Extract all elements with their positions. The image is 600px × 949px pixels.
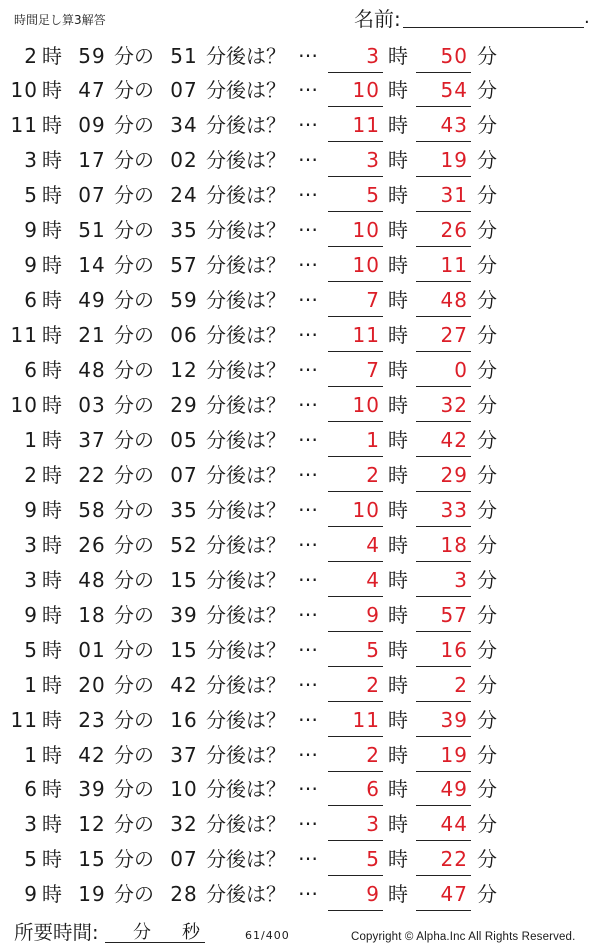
hour-label: 時	[42, 812, 62, 837]
start-hour: 6	[24, 288, 38, 313]
start-hour: 1	[24, 742, 38, 767]
start-minute: 42	[78, 742, 106, 767]
minutes-after-label: 分後は？	[206, 393, 286, 417]
ellipsis: …	[298, 526, 318, 551]
hour-label: 時	[42, 742, 62, 767]
answer-hour: 5	[328, 178, 383, 213]
ellipsis: …	[298, 142, 318, 167]
minutes-after-label: 分後は？	[206, 78, 286, 103]
answer-hour: 9	[328, 877, 383, 912]
added-minutes: 07	[170, 462, 198, 487]
answer-minute-unit: 分	[477, 43, 497, 68]
answer-minute-unit: 分	[477, 427, 497, 452]
answer-minute-unit: 分	[477, 253, 497, 278]
answer-minute: 57	[416, 598, 471, 633]
minute-of-label: 分の	[114, 253, 154, 278]
minutes-after-label: 分後は？	[206, 532, 286, 557]
start-hour: 11	[10, 113, 38, 138]
start-hour: 5	[24, 183, 38, 208]
start-hour: 3	[24, 567, 38, 592]
added-minutes: 59	[170, 288, 198, 313]
start-minute: 26	[78, 532, 106, 557]
answer-hour: 10	[328, 213, 383, 248]
minute-of-label: 分の	[114, 148, 154, 173]
minute-of-label: 分の	[114, 183, 154, 208]
minute-of-label: 分の	[114, 113, 154, 138]
answer-hour: 10	[328, 493, 383, 528]
answer-minute: 49	[416, 772, 471, 807]
answer-minute-unit: 分	[477, 462, 497, 487]
name-end-mark: .	[584, 7, 590, 28]
answer-hour: 2	[328, 668, 383, 703]
ellipsis: …	[298, 107, 318, 132]
answer-hour: 3	[328, 807, 383, 842]
answer-minute: 0	[416, 353, 471, 388]
start-hour: 9	[24, 253, 38, 278]
minute-of-label: 分の	[114, 672, 154, 697]
added-minutes: 28	[170, 882, 198, 907]
ellipsis: …	[298, 736, 318, 761]
start-minute: 58	[78, 497, 106, 522]
added-minutes: 15	[170, 637, 198, 662]
minute-of-label: 分の	[114, 812, 154, 837]
answer-hour: 5	[328, 633, 383, 668]
minutes-after-label: 分後は？	[206, 183, 286, 208]
start-minute: 21	[78, 323, 106, 348]
answer-minute: 22	[416, 842, 471, 877]
hour-label: 時	[42, 43, 62, 68]
added-minutes: 10	[170, 777, 198, 802]
answer-hour-unit: 時	[388, 427, 408, 452]
minute-of-label: 分の	[114, 707, 154, 732]
ellipsis: …	[298, 631, 318, 656]
start-hour: 3	[24, 532, 38, 557]
ellipsis: …	[298, 491, 318, 516]
answer-minute: 2	[416, 668, 471, 703]
hour-label: 時	[42, 882, 62, 907]
hour-label: 時	[42, 672, 62, 697]
start-minute: 37	[78, 427, 106, 452]
answer-minute: 31	[416, 178, 471, 213]
answer-minute-unit: 分	[477, 113, 497, 138]
added-minutes: 05	[170, 427, 198, 452]
start-minute: 03	[78, 393, 106, 417]
answer-hour: 10	[328, 248, 383, 283]
answer-hour: 5	[328, 842, 383, 877]
minutes-after-label: 分後は？	[206, 637, 286, 662]
answer-hour-unit: 時	[388, 637, 408, 662]
answer-hour: 10	[328, 388, 383, 423]
start-hour: 2	[24, 43, 38, 68]
answer-hour: 2	[328, 458, 383, 493]
added-minutes: 37	[170, 742, 198, 767]
answer-minute: 16	[416, 633, 471, 668]
answer-minute-unit: 分	[477, 288, 497, 313]
added-minutes: 16	[170, 707, 198, 732]
answer-minute: 3	[416, 563, 471, 598]
answer-hour: 4	[328, 528, 383, 563]
hour-label: 時	[42, 847, 62, 872]
start-minute: 48	[78, 567, 106, 592]
start-minute: 14	[78, 253, 106, 278]
ellipsis: …	[298, 701, 318, 726]
answer-minute: 44	[416, 807, 471, 842]
answer-hour-unit: 時	[388, 532, 408, 557]
answer-hour: 2	[328, 738, 383, 773]
answer-hour: 11	[328, 318, 383, 353]
answer-minute-unit: 分	[477, 218, 497, 243]
problem-row	[0, 877, 600, 912]
minutes-after-label: 分後は？	[206, 672, 286, 697]
hour-label: 時	[42, 218, 62, 243]
minutes-after-label: 分後は？	[206, 462, 286, 487]
minutes-after-label: 分後は？	[206, 742, 286, 767]
hour-label: 時	[42, 323, 62, 348]
answer-minute-unit: 分	[477, 742, 497, 767]
answer-hour-unit: 時	[388, 323, 408, 348]
answer-minute: 47	[416, 877, 471, 912]
minute-of-label: 分の	[114, 742, 154, 767]
start-hour: 10	[10, 78, 38, 103]
answer-hour: 11	[328, 108, 383, 143]
minutes-after-label: 分後は？	[206, 218, 286, 243]
answer-hour: 11	[328, 703, 383, 738]
start-minute: 49	[78, 288, 106, 313]
answer-hour-unit: 時	[388, 462, 408, 487]
hour-label: 時	[42, 183, 62, 208]
ellipsis: …	[298, 282, 318, 307]
answer-minute-unit: 分	[477, 777, 497, 802]
time-required-label: 所要時間:	[14, 921, 99, 944]
answer-hour-unit: 時	[388, 393, 408, 417]
minute-of-label: 分の	[114, 78, 154, 103]
minutes-after-label: 分後は？	[206, 777, 286, 802]
answer-minute-unit: 分	[477, 567, 497, 592]
start-minute: 09	[78, 113, 106, 138]
hour-label: 時	[42, 358, 62, 383]
minutes-after-label: 分後は？	[206, 427, 286, 452]
answer-minute-unit: 分	[477, 707, 497, 732]
added-minutes: 35	[170, 218, 198, 243]
minute-of-label: 分の	[114, 567, 154, 592]
answer-minute: 48	[416, 283, 471, 318]
answer-minute: 54	[416, 73, 471, 108]
minute-of-label: 分の	[114, 288, 154, 313]
minutes-after-label: 分後は？	[206, 847, 286, 872]
ellipsis: …	[298, 37, 318, 62]
minute-of-label: 分の	[114, 323, 154, 348]
added-minutes: 34	[170, 113, 198, 138]
answer-hour-unit: 時	[388, 707, 408, 732]
minutes-after-label: 分後は？	[206, 113, 286, 138]
answer-hour-unit: 時	[388, 218, 408, 243]
answer-minute-unit: 分	[477, 358, 497, 383]
answer-hour-unit: 時	[388, 253, 408, 278]
hour-label: 時	[42, 462, 62, 487]
minute-of-label: 分の	[114, 497, 154, 522]
answer-hour: 3	[328, 143, 383, 178]
added-minutes: 39	[170, 602, 198, 627]
ellipsis: …	[298, 352, 318, 377]
start-hour: 2	[24, 462, 38, 487]
answer-hour-unit: 時	[388, 672, 408, 697]
minute-of-label: 分の	[114, 847, 154, 872]
answer-hour-unit: 時	[388, 183, 408, 208]
ellipsis: …	[298, 771, 318, 796]
start-minute: 15	[78, 847, 106, 872]
answer-hour: 7	[328, 283, 383, 318]
ellipsis: …	[298, 666, 318, 691]
answer-minute-unit: 分	[477, 78, 497, 103]
hour-label: 時	[42, 497, 62, 522]
answer-hour-unit: 時	[388, 567, 408, 592]
hour-label: 時	[42, 602, 62, 627]
answer-minute: 19	[416, 143, 471, 178]
answer-hour-unit: 時	[388, 358, 408, 383]
answer-minute-unit: 分	[477, 148, 497, 173]
answer-minute-unit: 分	[477, 812, 497, 837]
ellipsis: …	[298, 841, 318, 866]
ellipsis: …	[298, 177, 318, 202]
start-hour: 10	[10, 393, 38, 417]
hour-label: 時	[42, 427, 62, 452]
answer-minute-unit: 分	[477, 637, 497, 662]
worksheet-title: 時間足し算3解答	[14, 13, 106, 27]
start-hour: 3	[24, 148, 38, 173]
answer-hour-unit: 時	[388, 288, 408, 313]
answer-minute-unit: 分	[477, 847, 497, 872]
minute-of-label: 分の	[114, 532, 154, 557]
hour-label: 時	[42, 707, 62, 732]
answer-hour-unit: 時	[388, 148, 408, 173]
hour-label: 時	[42, 637, 62, 662]
minutes-after-label: 分後は？	[206, 812, 286, 837]
minutes-after-label: 分後は？	[206, 323, 286, 348]
minutes-after-label: 分後は？	[206, 567, 286, 592]
answer-minute: 29	[416, 458, 471, 493]
added-minutes: 02	[170, 148, 198, 173]
start-hour: 9	[24, 218, 38, 243]
answer-hour-unit: 時	[388, 43, 408, 68]
added-minutes: 15	[170, 567, 198, 592]
added-minutes: 35	[170, 497, 198, 522]
start-hour: 5	[24, 847, 38, 872]
start-hour: 9	[24, 497, 38, 522]
minutes-after-label: 分後は？	[206, 148, 286, 173]
answer-hour-unit: 時	[388, 742, 408, 767]
answer-minute-unit: 分	[477, 323, 497, 348]
minutes-after-label: 分後は？	[206, 288, 286, 313]
ellipsis: …	[298, 387, 318, 411]
added-minutes: 52	[170, 532, 198, 557]
added-minutes: 07	[170, 78, 198, 103]
answer-minute: 33	[416, 493, 471, 528]
minutes-after-label: 分後は？	[206, 882, 286, 907]
ellipsis: …	[298, 421, 318, 446]
answer-minute-unit: 分	[477, 672, 497, 697]
ellipsis: …	[298, 72, 318, 97]
hour-label: 時	[42, 288, 62, 313]
minute-of-label: 分の	[114, 602, 154, 627]
answer-hour: 4	[328, 563, 383, 598]
minute-of-label: 分の	[114, 777, 154, 802]
answer-minute: 11	[416, 248, 471, 283]
answer-hour-unit: 時	[388, 78, 408, 103]
minute-of-label: 分の	[114, 882, 154, 907]
added-minutes: 42	[170, 672, 198, 697]
answer-hour-unit: 時	[388, 497, 408, 522]
answer-hour-unit: 時	[388, 882, 408, 907]
answer-minute: 27	[416, 318, 471, 353]
added-minutes: 57	[170, 253, 198, 278]
minutes-after-label: 分後は？	[206, 602, 286, 627]
answer-minute: 18	[416, 528, 471, 563]
answer-hour-unit: 時	[388, 812, 408, 837]
minute-of-label: 分の	[114, 462, 154, 487]
start-minute: 59	[78, 43, 106, 68]
start-hour: 11	[10, 707, 38, 732]
hour-label: 時	[42, 78, 62, 103]
answer-minute-unit: 分	[477, 882, 497, 907]
answer-minute-unit: 分	[477, 497, 497, 522]
answer-minute: 39	[416, 703, 471, 738]
answer-hour: 3	[328, 39, 383, 74]
answer-minute-unit: 分	[477, 602, 497, 627]
start-hour: 1	[24, 672, 38, 697]
seconds-label: 秒	[182, 922, 200, 943]
added-minutes: 29	[170, 393, 198, 417]
ellipsis: …	[298, 561, 318, 586]
minute-of-label: 分の	[114, 393, 154, 417]
added-minutes: 06	[170, 323, 198, 348]
start-minute: 51	[78, 218, 106, 243]
minutes-after-label: 分後は？	[206, 707, 286, 732]
answer-minute: 42	[416, 423, 471, 458]
answer-minute: 19	[416, 738, 471, 773]
ellipsis: …	[298, 596, 318, 621]
answer-hour-unit: 時	[388, 847, 408, 872]
answer-hour: 10	[328, 73, 383, 108]
answer-hour: 1	[328, 423, 383, 458]
answer-minute: 50	[416, 39, 471, 74]
start-hour: 9	[24, 602, 38, 627]
minutes-after-label: 分後は？	[206, 358, 286, 383]
start-minute: 19	[78, 882, 106, 907]
page-number: 61/400	[245, 929, 290, 942]
start-minute: 23	[78, 707, 106, 732]
start-hour: 5	[24, 637, 38, 662]
start-minute: 17	[78, 148, 106, 173]
minutes-after-label: 分後は？	[206, 497, 286, 522]
answer-hour: 6	[328, 772, 383, 807]
minute-of-label: 分の	[114, 427, 154, 452]
answer-minute: 43	[416, 108, 471, 143]
start-hour: 6	[24, 358, 38, 383]
answer-hour: 7	[328, 353, 383, 388]
name-label: 名前:	[354, 7, 401, 31]
start-hour: 11	[10, 323, 38, 348]
ellipsis: …	[298, 212, 318, 237]
minutes-after-label: 分後は？	[206, 43, 286, 68]
start-minute: 18	[78, 602, 106, 627]
added-minutes: 12	[170, 358, 198, 383]
start-minute: 20	[78, 672, 106, 697]
start-minute: 48	[78, 358, 106, 383]
start-minute: 22	[78, 462, 106, 487]
answer-minute-unit: 分	[477, 393, 497, 417]
added-minutes: 32	[170, 812, 198, 837]
answer-minute: 26	[416, 213, 471, 248]
ellipsis: …	[298, 456, 318, 481]
hour-label: 時	[42, 532, 62, 557]
ellipsis: …	[298, 806, 318, 831]
start-minute: 01	[78, 637, 106, 662]
hour-label: 時	[42, 777, 62, 802]
answer-hour-unit: 時	[388, 602, 408, 627]
hour-label: 時	[42, 253, 62, 278]
answer-minute: 32	[416, 388, 471, 423]
start-hour: 6	[24, 777, 38, 802]
ellipsis: …	[298, 317, 318, 342]
hour-label: 時	[42, 148, 62, 173]
minute-of-label: 分の	[114, 43, 154, 68]
start-minute: 07	[78, 183, 106, 208]
minute-of-label: 分の	[114, 637, 154, 662]
ellipsis: …	[298, 876, 318, 901]
answer-minute-unit: 分	[477, 532, 497, 557]
minute-of-label: 分の	[114, 218, 154, 243]
added-minutes: 51	[170, 43, 198, 68]
hour-label: 時	[42, 393, 62, 417]
start-hour: 1	[24, 427, 38, 452]
answer-hour-unit: 時	[388, 113, 408, 138]
ellipsis: …	[298, 247, 318, 272]
minutes-label: 分	[133, 922, 151, 943]
answer-hour-unit: 時	[388, 777, 408, 802]
start-minute: 12	[78, 812, 106, 837]
minutes-after-label: 分後は？	[206, 253, 286, 278]
start-hour: 3	[24, 812, 38, 837]
added-minutes: 24	[170, 183, 198, 208]
name-underline	[403, 27, 584, 28]
hour-label: 時	[42, 113, 62, 138]
added-minutes: 07	[170, 847, 198, 872]
copyright-notice: Copyright © Alpha.Inc All Rights Reserved.	[351, 931, 576, 943]
answer-minute-unit: 分	[477, 183, 497, 208]
answer-hour: 9	[328, 598, 383, 633]
start-minute: 47	[78, 78, 106, 103]
hour-label: 時	[42, 567, 62, 592]
start-hour: 9	[24, 882, 38, 907]
start-minute: 39	[78, 777, 106, 802]
minute-of-label: 分の	[114, 358, 154, 383]
